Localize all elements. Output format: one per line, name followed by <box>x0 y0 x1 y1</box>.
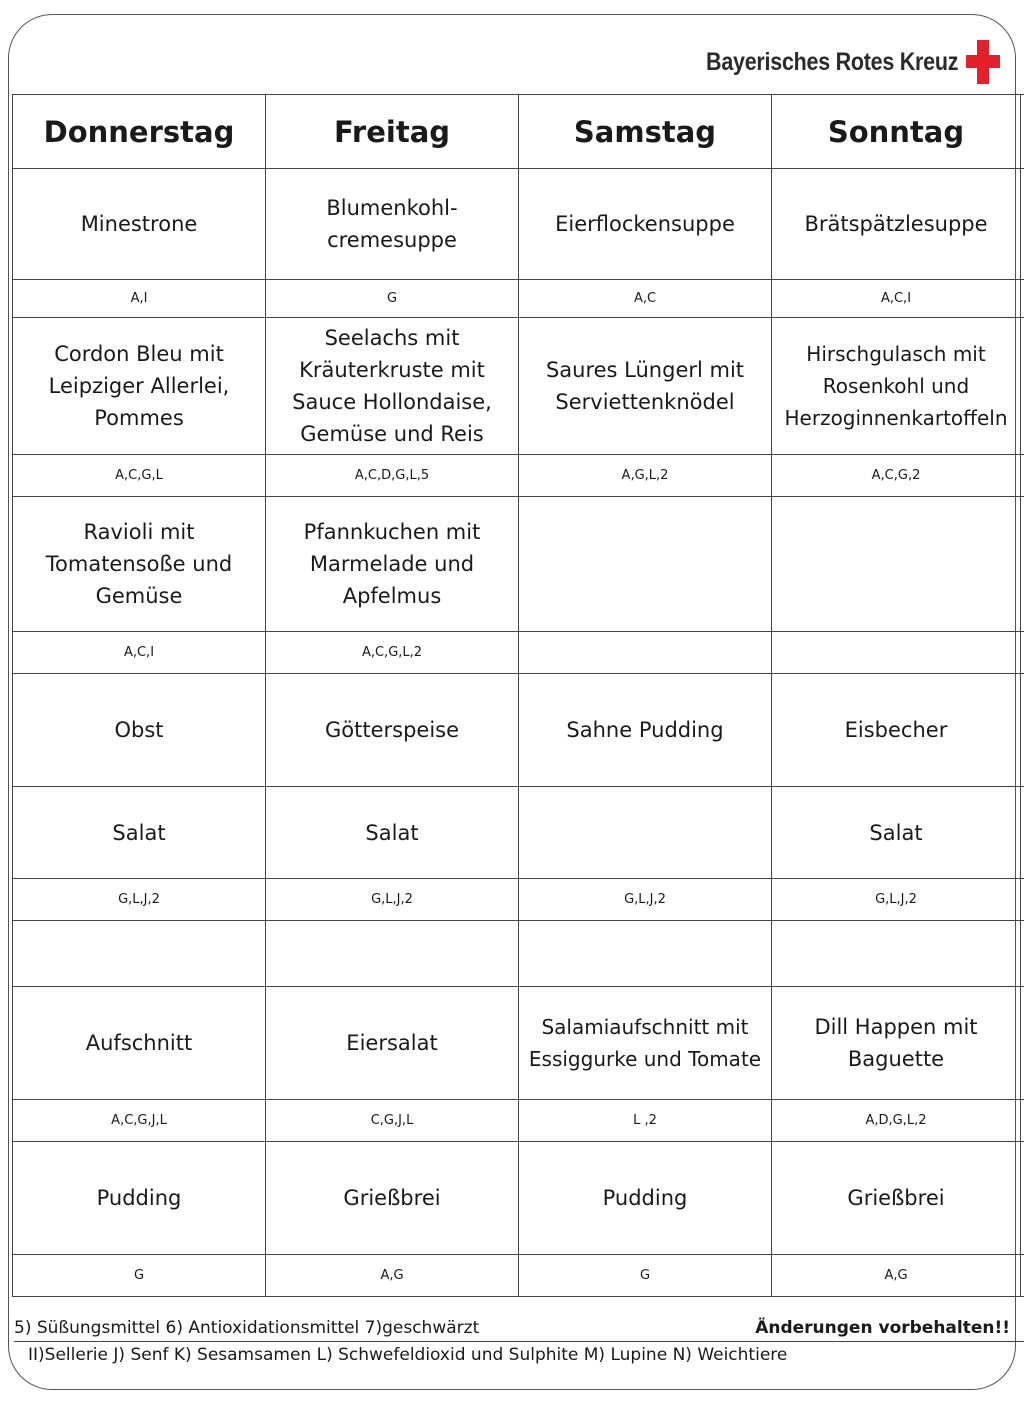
table-edge <box>1021 169 1024 280</box>
dish-cell <box>772 921 1021 987</box>
allergen-row <box>13 280 1024 318</box>
dish-row <box>13 169 1024 280</box>
allergen-codes: L ,2 <box>519 1100 772 1142</box>
legend-divider <box>14 1341 1024 1342</box>
allergen-row <box>13 455 1024 497</box>
day-header-row <box>13 95 1024 169</box>
allergen-codes: G,L,J,2 <box>519 879 772 921</box>
dish-cell: Pudding <box>519 1142 772 1255</box>
allergen-codes: A,C,G,L,2 <box>266 632 519 674</box>
allergen-row <box>13 632 1024 674</box>
allergen-codes: A,C,G,2 <box>772 455 1021 497</box>
allergen-row <box>13 879 1024 921</box>
table-edge <box>1021 921 1024 987</box>
allergen-codes: A,C <box>519 280 772 318</box>
allergen-codes: A,C,G,L <box>13 455 266 497</box>
menu-body <box>13 169 1024 1297</box>
dish-cell: Eierflockensuppe <box>519 169 772 280</box>
dish-cell: Eiersalat <box>266 987 519 1100</box>
dish-row <box>13 497 1024 632</box>
dish-row <box>13 787 1024 879</box>
allergen-codes: A,D,G,L,2 <box>772 1100 1021 1142</box>
table-edge <box>1021 95 1024 169</box>
dish-cell: Cordon Bleu mit Leipziger Allerlei, Pommes <box>13 318 266 455</box>
menu-table <box>12 94 1024 1297</box>
dish-cell: Grießbrei <box>772 1142 1021 1255</box>
dish-cell <box>772 497 1021 632</box>
allergen-codes: A,I <box>13 280 266 318</box>
red-cross-icon <box>966 40 1000 84</box>
allergen-codes: A,C,I <box>772 280 1021 318</box>
allergen-codes: G,L,J,2 <box>266 879 519 921</box>
dish-row <box>13 318 1024 455</box>
dish-cell: Salamiaufschnitt mit Essiggurke und Tomate <box>519 987 772 1100</box>
table-edge <box>1021 987 1024 1100</box>
allergen-codes <box>519 632 772 674</box>
allergen-codes: G <box>13 1255 266 1297</box>
allergen-codes: A,C,D,G,L,5 <box>266 455 519 497</box>
allergen-codes: G <box>519 1255 772 1297</box>
dish-cell: Saures Lüngerl mit Serviettenknödel <box>519 318 772 455</box>
allergen-codes: A,C,G,J,L <box>13 1100 266 1142</box>
dish-cell <box>266 921 519 987</box>
table-edge <box>1021 1100 1024 1142</box>
cross-horizontal-bar <box>966 55 1000 68</box>
dish-cell: Obst <box>13 674 266 787</box>
table-edge <box>1021 455 1024 497</box>
day-header: Donnerstag <box>13 95 266 169</box>
allergens-legend: II)Sellerie J) Senf K) Sesamsamen L) Schwefeldioxid und Sulphite M) Lupine N) Weichtiere <box>28 1345 788 1365</box>
day-header: Samstag <box>519 95 772 169</box>
dish-cell: Salat <box>266 787 519 879</box>
dish-cell: Brätspätzlesuppe <box>772 169 1021 280</box>
dish-cell: Götterspeise <box>266 674 519 787</box>
allergen-row <box>13 1100 1024 1142</box>
allergen-codes: A,G <box>266 1255 519 1297</box>
table-edge <box>1021 318 1024 455</box>
dish-cell <box>519 787 772 879</box>
allergen-codes: G,L,J,2 <box>772 879 1021 921</box>
dish-cell: Grießbrei <box>266 1142 519 1255</box>
table-edge <box>1021 497 1024 632</box>
table-edge <box>1021 787 1024 879</box>
brand-name: Bayerisches Rotes Kreuz <box>705 47 958 76</box>
allergen-codes: C,G,J,L <box>266 1100 519 1142</box>
dish-cell: Eisbecher <box>772 674 1021 787</box>
dish-cell: Sahne Pudding <box>519 674 772 787</box>
allergen-codes: A,G <box>772 1255 1021 1297</box>
table-edge <box>1021 280 1024 318</box>
additives-legend: 5) Süßungsmittel 6) Antioxidationsmittel 7)geschwärzt <box>14 1318 480 1338</box>
dish-cell: Hirschgulasch mit Rosenkohl und Herzoginnenkartoffeln <box>772 318 1021 455</box>
dish-cell: Pfannkuchen mit Marmelade und Apfelmus <box>266 497 519 632</box>
allergen-row <box>13 1255 1024 1297</box>
allergen-codes: A,C,I <box>13 632 266 674</box>
dish-row <box>13 987 1024 1100</box>
dish-row <box>13 674 1024 787</box>
dish-cell: Seelachs mit Kräuterkruste mit Sauce Hollondaise, Gemüse und Reis <box>266 318 519 455</box>
table-edge <box>1021 879 1024 921</box>
dish-cell: Ravioli mit Tomatensoße und Gemüse <box>13 497 266 632</box>
dish-cell: Dill Happen mit Baguette <box>772 987 1021 1100</box>
table-edge <box>1021 632 1024 674</box>
allergen-codes <box>772 632 1021 674</box>
dish-cell <box>519 921 772 987</box>
allergen-codes: G <box>266 280 519 318</box>
table-edge <box>1021 674 1024 787</box>
dish-cell: Blumenkohl- cremesuppe <box>266 169 519 280</box>
dish-cell <box>13 921 266 987</box>
legend-line-1 <box>14 1318 1010 1340</box>
dish-cell: Aufschnitt <box>13 987 266 1100</box>
allergen-codes: A,G,L,2 <box>519 455 772 497</box>
dish-cell <box>519 497 772 632</box>
dish-cell: Salat <box>13 787 266 879</box>
dish-row <box>13 921 1024 987</box>
brand-logo <box>665 40 1000 84</box>
changes-notice: Änderungen vorbehalten!! <box>755 1318 1010 1338</box>
dish-cell: Pudding <box>13 1142 266 1255</box>
table-edge <box>1021 1142 1024 1255</box>
allergen-codes: G,L,J,2 <box>13 879 266 921</box>
table-edge <box>1021 1255 1024 1297</box>
dish-cell: Minestrone <box>13 169 266 280</box>
dish-cell: Salat <box>772 787 1021 879</box>
dish-row <box>13 1142 1024 1255</box>
day-header: Sonntag <box>772 95 1021 169</box>
day-header: Freitag <box>266 95 519 169</box>
